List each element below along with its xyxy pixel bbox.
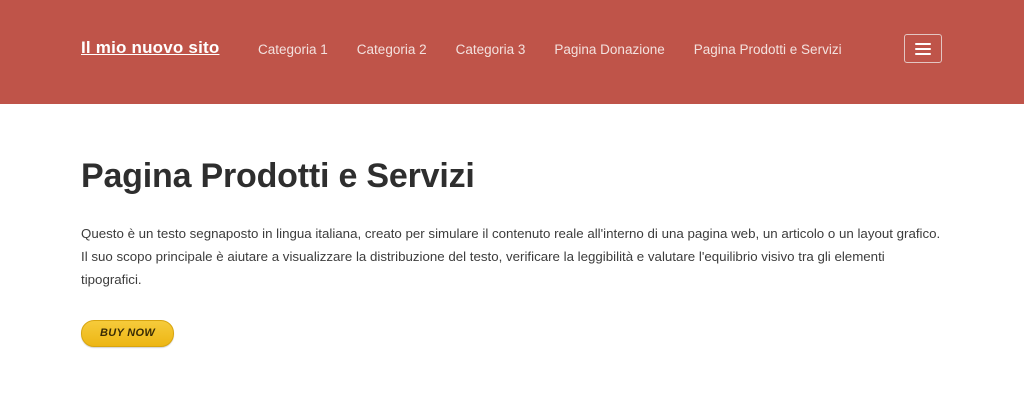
site-header bbox=[0, 0, 1024, 104]
nav-item-categoria-1[interactable]: Categoria 1 bbox=[258, 42, 328, 57]
nav-item-pagina-prodotti-e-servizi[interactable]: Pagina Prodotti e Servizi bbox=[693, 42, 842, 57]
page-title: Pagina Prodotti e Servizi bbox=[81, 157, 475, 195]
main-navigation bbox=[258, 41, 842, 59]
nav-item-pagina-donazione[interactable]: Pagina Donazione bbox=[554, 42, 665, 57]
hamburger-bar-bottom bbox=[915, 53, 931, 55]
site-brand-link[interactable]: Il mio nuovo sito bbox=[81, 38, 220, 57]
main-content bbox=[0, 104, 1024, 347]
buy-now-button[interactable]: BUY NOW bbox=[81, 320, 174, 347]
hamburger-bar-top bbox=[915, 43, 931, 45]
hamburger-menu-icon[interactable] bbox=[904, 34, 942, 63]
hamburger-bar-middle bbox=[915, 48, 931, 50]
body-paragraph: Questo è un testo segnaposto in lingua italiana, creato per simulare il contenuto reale all'interno di una pagina web, un articolo o un layout grafico. Il suo scopo principale è aiutare a visualizzare la distribuzione del testo, verificare la leggibilità e valutare l'equilibrio visivo tra gli elementi tipografici. bbox=[81, 226, 941, 287]
nav-item-categoria-2[interactable]: Categoria 2 bbox=[356, 42, 427, 57]
nav-item-categoria-3[interactable]: Categoria 3 bbox=[455, 42, 526, 57]
